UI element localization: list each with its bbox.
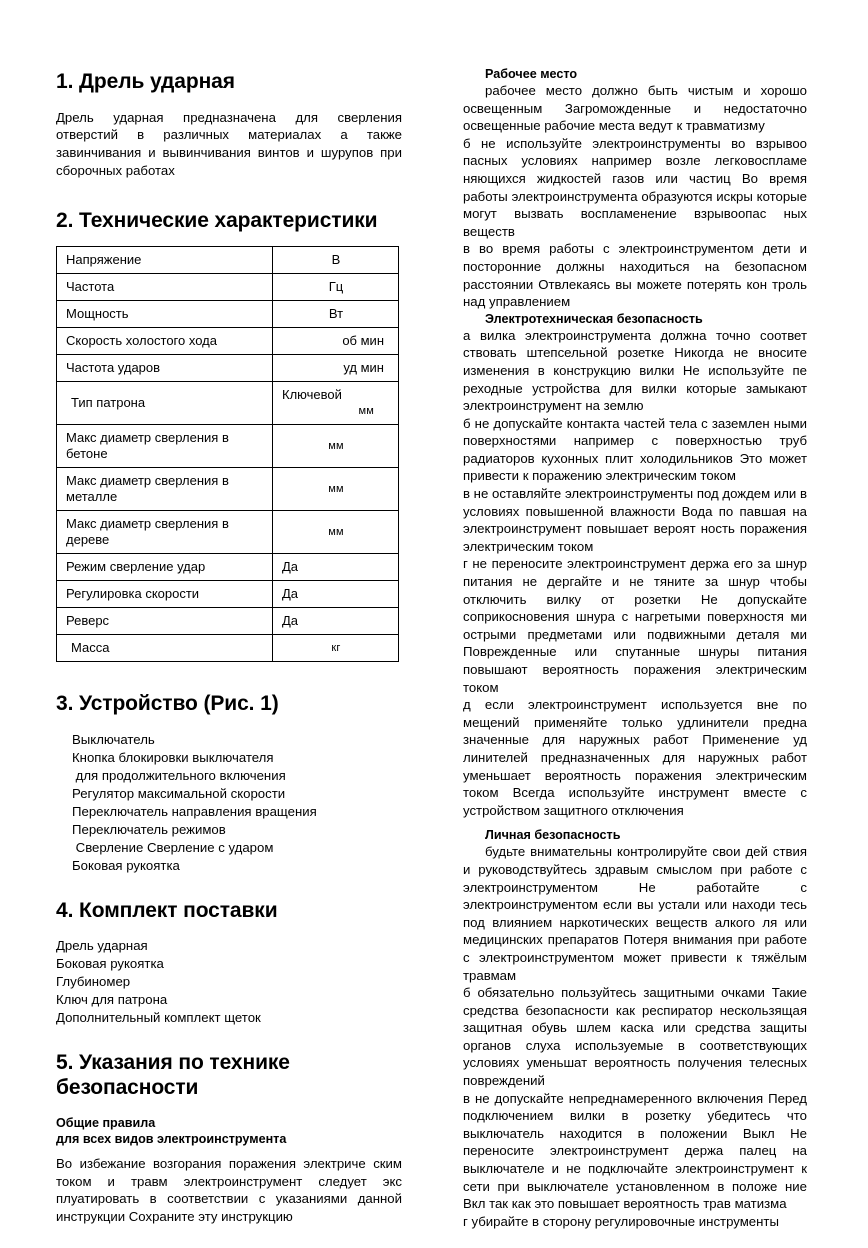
list-item: Сверление Сверление с ударом: [72, 839, 274, 855]
paragraph-personal-g: г убирайте в сторону регулировочные инструменты: [463, 1213, 779, 1229]
paragraph-electrical-a: а вилка электроинструмента должна точно соответ ствовать штепсельной розетке Никогда не вносите изменения в конструкцию вилки Не используйте пе реходные устройства для вилки которые замыкают электроинструмент на землю: [463, 327, 807, 414]
list-item: Глубиномер: [56, 974, 131, 990]
list-item: Боковая рукоятка: [72, 857, 180, 873]
spec-value: мм: [273, 467, 399, 510]
section-1-heading: 1. Дрель ударная: [56, 70, 235, 93]
list-item: Регулятор максимальной скорости: [72, 785, 286, 801]
spec-name: Напряжение: [57, 246, 273, 273]
paragraph-workplace-b: б не используйте электроинструменты во взрывоо пасных условиях например возле легковоспламе няющихся жидкостей газов или частиц Во время работы электроинструмента образуются искры которые могут вызвать воспламенение взрывоопас ных веществ: [463, 135, 807, 239]
section-3-heading: 3. Устройство (Рис. 1): [56, 691, 279, 715]
list-item: Дополнительный комплект щеток: [56, 1010, 261, 1026]
spec-name: Макс диаметр сверления в металле: [57, 467, 273, 510]
table-row: [57, 634, 399, 661]
section-5-paragraph: Во избежание возгорания поражения электриче ским током и травм электроинструмент следует экс плуатировать в соответствии с указаниями данной инструкции Сохраните эту инструкцию: [56, 1155, 402, 1224]
spec-value: [273, 381, 399, 424]
paragraph-personal-a: будьте внимательны контролируйте свои дей ствия и руководствуйтесь здравым смыслом при работе с электроинструментом Не работайте с электроинструментом если вы устали или находи тесь под влиянием наркотических веществ алкого ля или медицинских препаратов Потеря внимания при работе с электроинструментом может привести к тяжёлым травмам: [463, 844, 807, 983]
paragraph-personal-v: в не допускайте непреднамеренного включения Перед подключением вилки в розетку убедитесь что выключатель находится в положении Выкл Не переносите электроинструмент держа палец на выключателе и не подключайте электроинструмент к сети при выключателе установленном в положе ние Вкл так как это повышает вероятность трав матизма: [463, 1090, 807, 1212]
subhead-workplace: Рабочее место: [485, 67, 578, 81]
specifications-table: [56, 246, 399, 662]
device-parts-list: [56, 731, 402, 875]
spacer: [56, 1027, 402, 1051]
spec-value: кг: [273, 634, 399, 661]
table-row: [57, 381, 399, 424]
spacer: [56, 662, 402, 692]
subhead-electrical-safety: Электротехническая безопасность: [485, 311, 703, 326]
table-row: [57, 327, 399, 354]
table-row: [57, 467, 399, 510]
table-row: [57, 553, 399, 580]
left-column: [56, 0, 402, 1225]
list-item: Ключ для патрона: [56, 992, 168, 1008]
general-rules-subhead-line1: Общие правила: [56, 1115, 156, 1130]
paragraph-electrical-g: г не переносите электроинструмент держа его за шнур питания не дергайте и не тяните за шнур чтобы отключить вилку от розетки Не допускайте соприкосновения шнура с нагретыми поверхностя ми острыми предметами или подвижными деталя ми Поврежденные или спутанные шнуры питания повышают вероятность поражения электрическим током: [463, 556, 807, 695]
spec-name: Тип патрона: [57, 381, 273, 424]
spec-name: Частота: [57, 273, 273, 300]
section-4-heading: 4. Комплект поставки: [56, 898, 278, 922]
list-item: Боковая рукоятка: [56, 956, 164, 972]
table-row: [57, 607, 399, 634]
spacer: [56, 1147, 402, 1155]
delivery-set-list: [56, 937, 402, 1027]
list-item: Переключатель направления вращения: [72, 803, 317, 819]
paragraph-personal-b: б обязательно пользуйтесь защитными очками Такие средства безопасности как респиратор нескользящая защитная обувь шлем каска или средства защиты органов слуха используемые в соответствующих условиях уменьшат вероятность получения телесных повреждений: [463, 985, 807, 1089]
section-5-heading: 5. Указания по технике безопасности: [56, 1051, 290, 1100]
spec-value: Да: [273, 580, 399, 607]
list-item: Кнопка блокировки выключателя: [72, 749, 274, 765]
list-item: для продолжительного включения: [72, 767, 286, 783]
paragraph-workplace-a: рабочее место должно быть чистым и хорошо освещенным Загроможденные и недостаточно освещенные рабочие места ведут к травматизму: [463, 83, 807, 134]
table-row: [57, 424, 399, 467]
spec-name: Мощность: [57, 300, 273, 327]
spacer: [463, 819, 807, 827]
table-row: [57, 510, 399, 553]
spec-name: Скорость холостого хода: [57, 327, 273, 354]
specifications-table-body: [57, 246, 399, 661]
spacer: [56, 875, 402, 899]
table-row: [57, 580, 399, 607]
spec-value: Да: [273, 607, 399, 634]
spec-value: Да: [273, 553, 399, 580]
spacer: [56, 179, 402, 209]
spec-value-primary: Ключевой: [282, 386, 342, 402]
table-row: [57, 354, 399, 381]
paragraph-electrical-b: б не допускайте контакта частей тела с заземлен ными поверхностями например с поверхностью труб радиаторов кухонных плит холодильников Это может привести к поражению электрическим током: [463, 415, 807, 484]
spec-value: Вт: [273, 300, 399, 327]
spec-name: Режим сверление удар: [57, 553, 273, 580]
list-item: Дрель ударная: [56, 938, 148, 954]
spec-value: мм: [273, 424, 399, 467]
spec-name: Реверс: [57, 607, 273, 634]
spec-name: Макс диаметр сверления в дереве: [57, 510, 273, 553]
spec-value: Гц: [273, 273, 399, 300]
spec-value-unit: мм: [358, 404, 374, 417]
subhead-personal-safety: Личная безопасность: [485, 828, 621, 843]
list-item: Переключатель режимов: [72, 821, 226, 837]
paragraph-workplace-v: в во время работы с электроинструментом дети и посторонние должны находиться на безопасном расстоянии Отвлекаясь вы можете потерять кон троль над управлением: [463, 241, 807, 310]
table-row: [57, 246, 399, 273]
general-rules-subhead-line2: для всех видов электроинструмента: [56, 1131, 287, 1146]
paragraph-electrical-d: д если электроинструмент используется вне по мещений применяйте только удлинители предна значенные для наружных работ Применение уд линителей предназначенных для наружных работ уменьшает вероятность поражения электрическим током Всегда используйте инструмент вместе с устройством защитного отключения: [463, 697, 807, 818]
paragraph-electrical-v: в не оставляйте электроинструменты под дождем или в условиях повышенной влажности Вода по павшая на электроинструмент повышает вероят ность поражения электрическим током: [463, 486, 807, 554]
section-1-paragraph: Дрель ударная предназначена для сверления отверстий в различных материалах а также завинчивания и вывинчивания винтов и шурупов при сборочных работах: [56, 109, 402, 178]
spec-value: мм: [273, 510, 399, 553]
spec-name: Частота ударов: [57, 354, 273, 381]
right-column: [463, 0, 807, 1230]
spec-name: Масса: [57, 634, 273, 661]
spec-value: В: [273, 246, 399, 273]
spec-value: об мин: [273, 327, 399, 354]
spec-name: Макс диаметр сверления в бетоне: [57, 424, 273, 467]
table-row: [57, 273, 399, 300]
spec-name: Регулировка скорости: [57, 580, 273, 607]
spec-value: уд мин: [273, 354, 399, 381]
section-2-heading: 2. Технические характеристики: [56, 209, 378, 233]
list-item: Выключатель: [72, 731, 155, 747]
table-row: [57, 300, 399, 327]
